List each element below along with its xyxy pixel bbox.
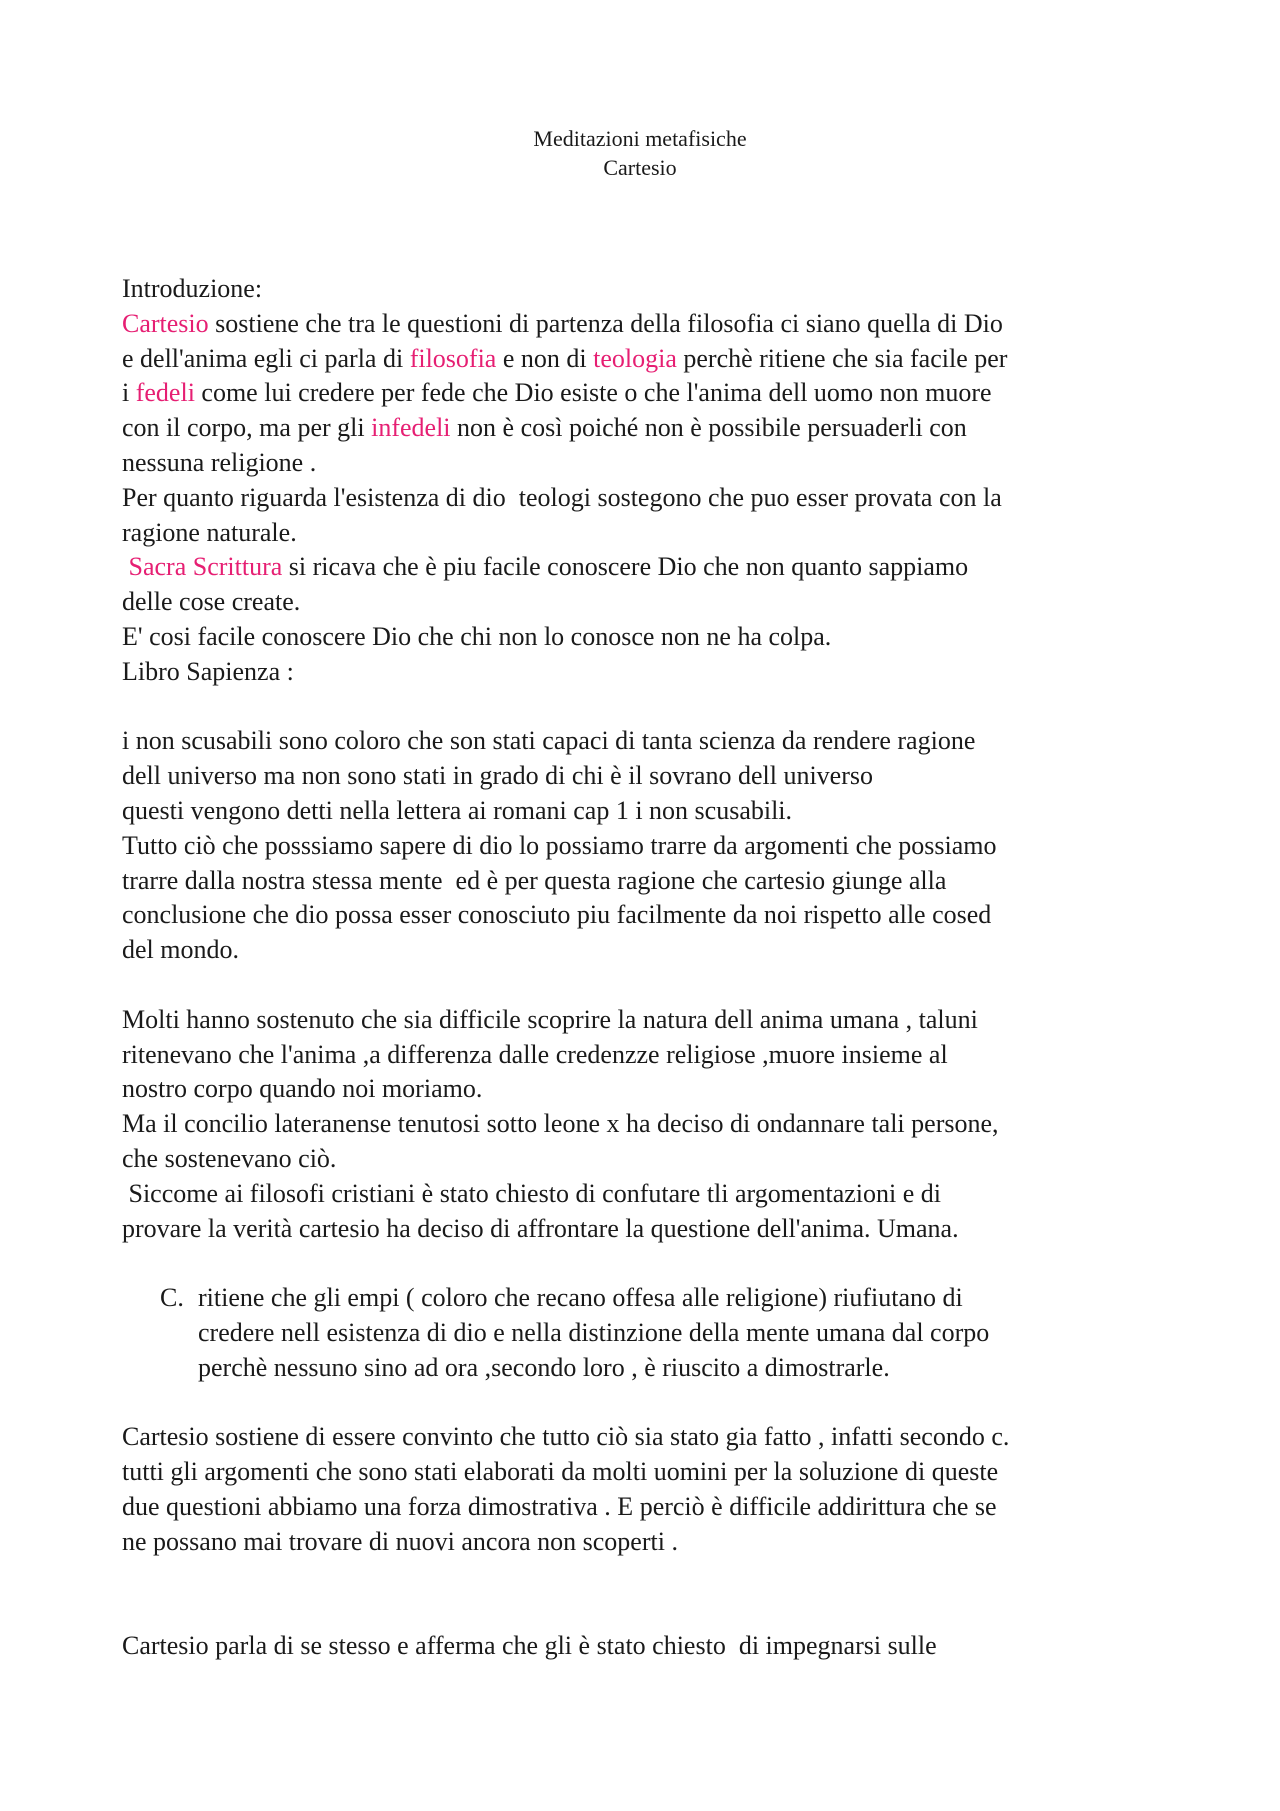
- text-line: del mondo.: [122, 935, 239, 965]
- paragraph-non-scusabili: [122, 724, 1172, 968]
- text-line: perchè nessuno sino ad ora ,secondo loro , è riuscito a dimostrarle.: [198, 1352, 890, 1382]
- paragraph-gap: [122, 1386, 1172, 1421]
- text-line: E' cosi facile conoscere Dio che chi non lo conosce non ne ha colpa.: [122, 621, 832, 651]
- text-line: nostro corpo quando noi moriamo.: [122, 1074, 483, 1104]
- text-line: nessuna religione .: [122, 447, 317, 477]
- text-line: i non scusabili sono coloro che son stati capaci di tanta scienza da rendere ragione: [122, 726, 976, 756]
- text-line: Cartesio sostiene di essere convinto che tutto ciò sia stato gia fatto , infatti secondo c.: [122, 1422, 1010, 1452]
- document-title: Meditazioni metafisiche: [533, 126, 747, 151]
- text-line: ritenevano che l'anima ,a differenza dalle credenzze religiose ,muore insieme al: [122, 1039, 948, 1069]
- text-line: tutti gli argomenti che sono stati elaborati da molti uomini per la soluzione di queste: [122, 1457, 999, 1487]
- text-line: con il corpo, ma per gli infedeli non è così poiché non è possibile persuaderli con: [122, 413, 967, 443]
- paragraph-anima: [122, 1003, 1172, 1247]
- text-line: dell universo ma non sono stati in grado di chi è il sovrano dell universo: [122, 761, 873, 791]
- highlight-term: filosofia: [409, 343, 497, 373]
- document-body: [122, 272, 1172, 1664]
- text-line: e dell'anima egli ci parla di filosofia e non di teologia perchè ritiene che sia facile per: [122, 343, 1008, 373]
- text-line: ritiene che gli empi ( coloro che recano offesa alle religione) riufiutano di: [198, 1283, 963, 1313]
- paragraph-gap: [122, 968, 1172, 1003]
- text-line: credere nell esistenza di dio e nella distinzione della mente umana dal corpo: [198, 1317, 990, 1347]
- paragraph-gap: [122, 1246, 1172, 1281]
- text-line: Tutto ciò che posssiamo sapere di dio lo possiamo trarre da argomenti che possiamo: [122, 830, 997, 860]
- text-line: i fedeli come lui credere per fede che Dio esiste o che l'anima dell uomo non muore: [122, 378, 992, 408]
- highlight-term: teologia: [593, 343, 677, 373]
- text-line: ragione naturale.: [122, 517, 297, 547]
- paragraph-se-stesso: [122, 1629, 1172, 1664]
- highlight-term: fedeli: [135, 378, 195, 408]
- document-header: [0, 124, 1280, 182]
- highlight-term: Sacra Scrittura: [128, 552, 283, 582]
- highlight-term: infedeli: [371, 413, 451, 443]
- document-author: Cartesio: [603, 155, 677, 180]
- paragraph-gap: [122, 1594, 1172, 1629]
- paragraph-argomenti: [122, 1420, 1172, 1559]
- text-line: Molti hanno sostenuto che sia difficile scoprire la natura dell anima umana , taluni: [122, 1004, 978, 1034]
- intro-heading: Introduzione:: [122, 274, 263, 303]
- text-line: conclusione che dio possa esser conosciuto piu facilmente da noi rispetto alle cosed: [122, 900, 992, 930]
- paragraph-gap: [122, 690, 1172, 725]
- text-line: Cartesio sostiene che tra le questioni di partenza della filosofia ci siano quella di Dio: [122, 308, 1003, 338]
- text-line: che sostenevano ciò.: [122, 1143, 337, 1173]
- text-line: ne possano mai trovare di nuovi ancora non scoperti .: [122, 1526, 678, 1556]
- highlight-term: Cartesio: [122, 308, 209, 338]
- list-item-text: [198, 1281, 1172, 1385]
- text-line: delle cose create.: [122, 587, 301, 617]
- text-line: provare la verità cartesio ha deciso di affrontare la questione dell'anima. Umana.: [122, 1213, 959, 1243]
- list-marker: C.: [160, 1283, 184, 1313]
- text-line: Sacra Scrittura si ricava che è piu facile conoscere Dio che non quanto sappiamo: [128, 552, 969, 582]
- text-line: Siccome ai filosofi cristiani è stato chiesto di confutare tli argomentazioni e di: [122, 1178, 941, 1208]
- text-line: Cartesio parla di se stesso e afferma che gli è stato chiesto di impegnarsi sulle: [122, 1631, 937, 1661]
- text-line: questi vengono detti nella lettera ai romani cap 1 i non scusabili.: [122, 795, 793, 825]
- text-line: Per quanto riguarda l'esistenza di dio teologi sostegono che puo esser provata con la: [122, 482, 1002, 512]
- text-line: Ma il concilio lateranense tenutosi sotto leone x ha deciso di ondannare tali persone,: [122, 1109, 999, 1139]
- list-item: [160, 1281, 1172, 1385]
- text-line: Libro Sapienza :: [122, 656, 294, 686]
- text-line: trarre dalla nostra stessa mente ed è per questa ragione che cartesio giunge alla: [122, 865, 947, 895]
- paragraph-gap: [122, 1559, 1172, 1594]
- text-line: due questioni abbiamo una forza dimostrativa . E perciò è difficile addirittura che se: [122, 1491, 997, 1521]
